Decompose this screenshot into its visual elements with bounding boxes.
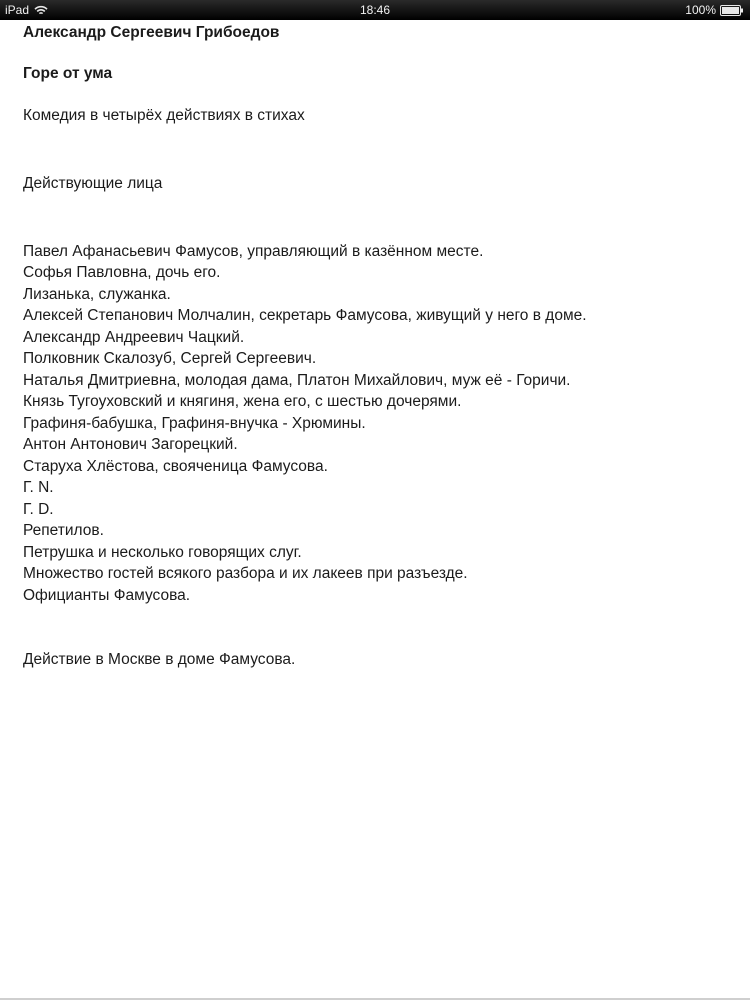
cast-item: Полковник Скалозуб, Сергей Сергеевич. [23, 350, 317, 367]
battery-percentage: 100% [685, 3, 716, 17]
setting-note: Действие в Москве в доме Фамусова. [23, 651, 296, 668]
cast-item: Александр Андреевич Чацкий. [23, 328, 245, 346]
status-bar [0, 0, 750, 20]
cast-heading: Действующие лица [23, 175, 163, 192]
cast-item: Г. N. [23, 479, 54, 496]
cast-item: Алексей Степанович Молчалин, секретарь Фамусова, живущий у него в доме. [23, 307, 587, 324]
document-content [23, 22, 738, 671]
cast-item: Г. D. [23, 500, 54, 518]
device-name: iPad [5, 3, 30, 17]
cast-item: Антон Антонович Загорецкий. [23, 436, 238, 453]
battery-icon [720, 5, 744, 16]
cast-item: Лизанька, служанка. [23, 285, 171, 303]
cast-item: Графиня-бабушка, Графиня-внучка - Хрюмины. [23, 414, 366, 432]
cast-item: Софья Павловна, дочь его. [23, 264, 221, 281]
cast-item: Павел Афанасьевич Фамусов, управляющий в казённом месте. [23, 242, 484, 260]
cast-item: Старуха Хлёстова, свояченица Фамусова. [23, 457, 328, 475]
cast-item: Репетилов. [23, 522, 104, 539]
author-name: Александр Сергеевич Грибоедов [23, 24, 280, 41]
cast-item: Множество гостей всякого разбора и их лакеев при разъезде. [23, 565, 468, 582]
book-title: Горе от ума [23, 65, 113, 82]
cast-item: Наталья Дмитриевна, молодая дама, Платон Михайлович, муж её - Горичи. [23, 371, 571, 389]
cast-list [23, 241, 738, 607]
cast-item: Официанты Фамусова. [23, 586, 191, 604]
status-bar-time: 18:46 [359, 3, 391, 17]
status-bar-right [685, 0, 744, 20]
cast-item: Петрушка и несколько говорящих слуг. [23, 543, 302, 561]
cast-item: Князь Тугоуховский и княгиня, жена его, с шестью дочерями. [23, 393, 462, 410]
book-subtitle: Комедия в четырёх действиях в стихах [23, 106, 305, 124]
